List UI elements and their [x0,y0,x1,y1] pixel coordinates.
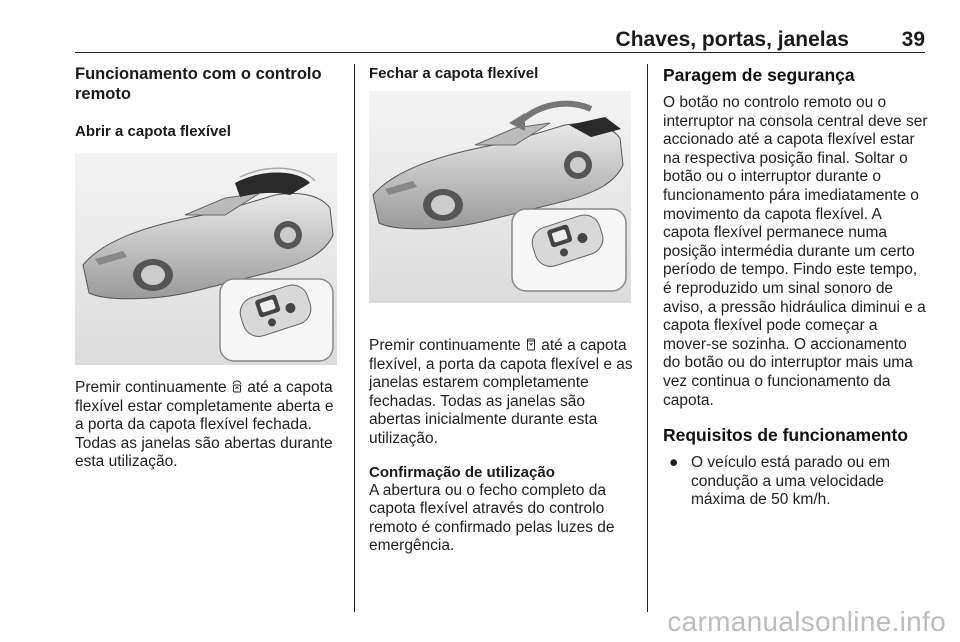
car-open-roof-illustration [75,153,337,365]
page-title: Chaves, portas, janelas [615,28,849,51]
roof-open-icon [232,379,242,393]
roof-close-icon [526,337,536,351]
paragraph: Premir continuamente até a capota flexível, a porta da capota flexível e as janelas estarem completamente fechadas. Todas as janelas são abertas inicialmente durante esta utilização. [369,337,633,447]
list-item-text: O veículo está parado ou em condução a uma velocidade máxima de 50 km/h. [691,454,891,509]
section-heading: Funcionamento com o controlo remoto [75,65,322,103]
paragraph: Premir continuamente até a capota flexível estar completamente aberta e a porta da capota flexível fechada. Todas as janelas são abertas durante esta utilização. [75,379,334,471]
subsection-heading: Fechar a capota flexível [369,65,539,82]
paragraph: A abertura ou o fecho completo da capota flexível através do controlo remoto é confirmado pelas luzes de emergência. [369,481,615,555]
page-header [75,26,925,53]
column-3 [663,64,928,510]
column-2 [369,64,634,556]
column-divider [647,64,648,612]
list-item [663,454,928,510]
page-number: 39 [901,28,925,51]
subsection-heading: Confirmação de utilização [369,463,555,481]
section-heading: Requisitos de funcionamento [663,425,909,446]
figure-open-roof [75,153,337,365]
watermark: carmanualsonline.info [667,606,946,637]
column-divider [354,64,355,612]
car-close-roof-illustration [369,91,631,303]
paragraph: O botão no controlo remoto ou o interruptor na consola central deve ser accionado até a capota flexível estar na respectiva posição final. Soltar o botão ou o interruptor durante o funcionamento pára imediatamente o movimento da capota flexível. A capota flexível permanece numa posição intermédia durante um certo período de tempo. Findo este tempo, é reproduzido um sinal sonoro de aviso, a pressão hidráulica diminui e a capota flexível pode começar a mover-se sozinha. O accionamento do botão ou do interruptor mais uma vez continua o funcionamento da capota. [663,94,928,409]
figure-close-roof [369,91,631,303]
bullet-icon: ● [669,454,679,472]
section-heading: Paragem de segurança [663,65,855,85]
subsection-heading: Abrir a capota flexível [75,123,231,140]
column-1 [75,64,340,472]
